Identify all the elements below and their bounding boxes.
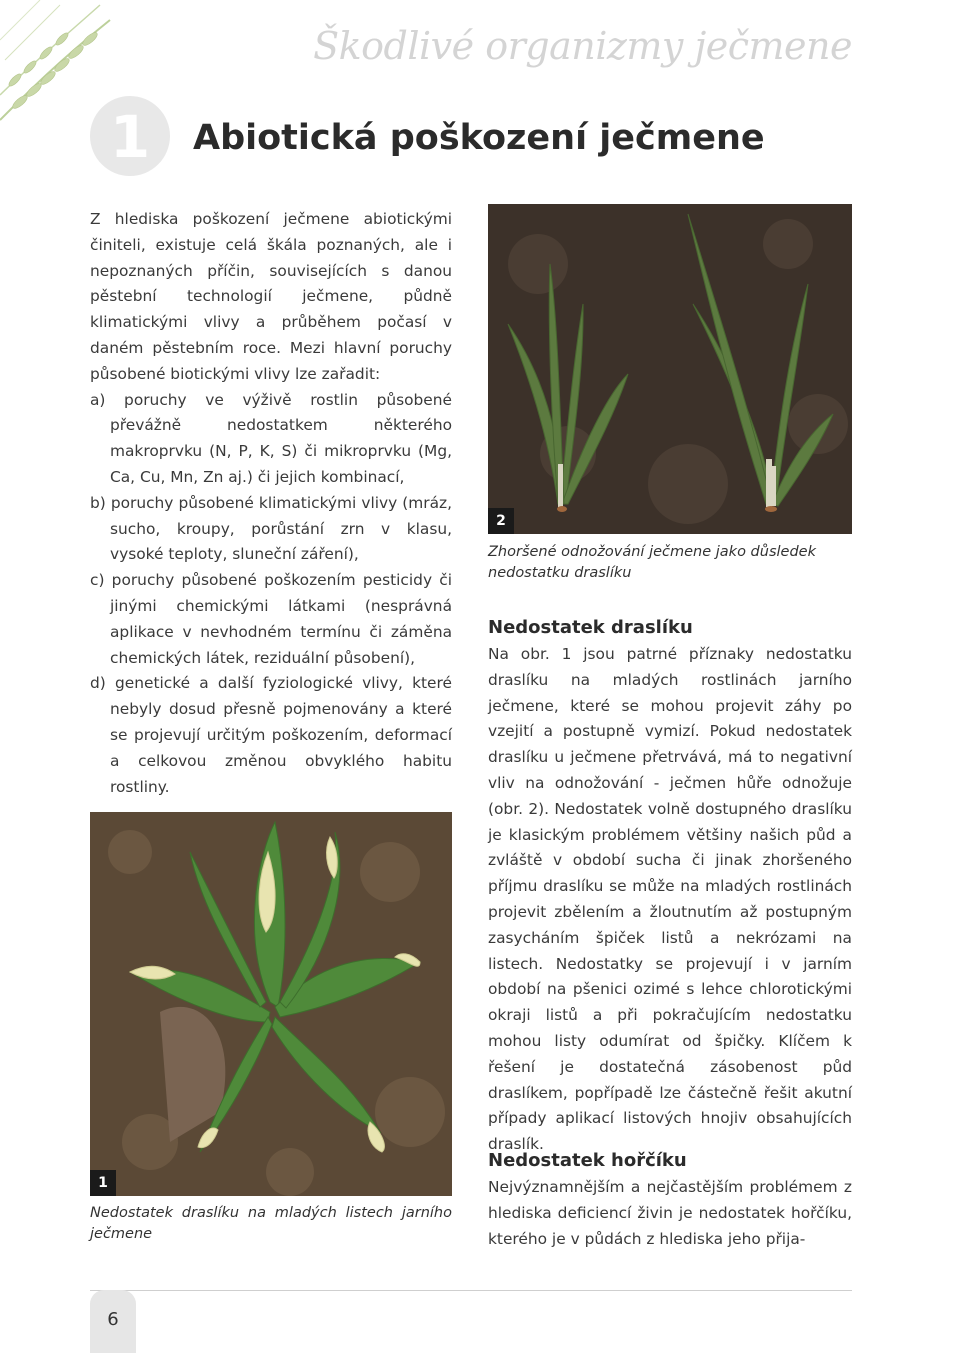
running-title: Škodlivé organizmy ječmene — [313, 24, 852, 68]
list-item: b) poruchy působené klimatickými vlivy (mráz, sucho, kroupy, porůstání zrn v klasu, vysoké teploty, sluneční záření), — [90, 493, 452, 564]
list-item: a) poruchy ve výživě rostlin působené převážně nedostatkem některého makroprvku (N, P, K, S) či mikroprvku (Mg, Ca, Cu, Mn, Zn aj.) či jejich kombinací, — [90, 390, 452, 486]
figure-1-photo — [90, 812, 452, 1196]
section-body: Na obr. 1 jsou patrné příznaky nedostatku draslíku na mladých rostlinách jarního ječmene, které se mohou projevit záhy po vzejití a postupně vymizí. Pokud nedostatek draslíku u ječmene přetrvává, má to negativní vliv na odnožování - ječmen hůře odnožuje (obr. 2). Nedostatek volně dostupného draslíku je klasickým problémem většiny našich půd a zvláště v období sucha či jinak zhoršeného příjmu draslíku se může na mladých rostlinách projevit zbělením a žloutnutím až postupným zasycháním špiček listů a nekrózami na listech. Nedostatky se projevují i v jarním období na pšenici ozimé s lehce chlorotickými okraji listů a při pokračujícím nedostatku mohou listy odumírat od špičky. Klíčem k řešení je dostatečná zásobenost půd draslíkem, popřípadě lze částečně řešit akutní případy aplikací listových hnojiv obsahujících draslík. — [488, 645, 852, 1154]
figure-1-caption: Nedostatek draslíku na mladých listech jarního ječmene — [90, 1205, 452, 1242]
figure-2-photo — [488, 204, 852, 534]
figure-2-caption: Zhoršené odnožování ječmene jako důsledek nedostatku draslíku — [488, 544, 816, 581]
page-number: 6 — [90, 1290, 136, 1353]
barley-leaves-image — [90, 812, 452, 1196]
list-item: d) genetické a další fyziologické vlivy, které nebyly dosud přesně pojmenovány a které se projevují určitým poškozením, deformací a celkovou změnou obvyklého habitu rostliny. — [90, 674, 452, 796]
left-column — [90, 207, 452, 800]
page-title: Abiotická poškození ječmene — [193, 118, 765, 158]
footer-divider — [90, 1290, 852, 1291]
section-magnesium-deficiency — [488, 1148, 852, 1252]
barley-plants-image — [488, 204, 852, 534]
list-item: c) poruchy působené poškozením pesticidy či jinými chemickými látkami (nesprávná aplikace v nevhodném termínu či záměna chemických látek, reziduální působení), — [90, 571, 452, 667]
section-heading: Nedostatek draslíku — [488, 617, 693, 638]
section-heading: Nedostatek hořčíku — [488, 1150, 687, 1171]
section-body: Nejvýznamnějším a nejčastějším problémem z hlediska deficiencí živin je nedostatek hořčíku, kterého je v půdách z hlediska jeho přija- — [488, 1178, 852, 1248]
figure-badge: 2 — [488, 508, 514, 534]
intro-paragraph: Z hlediska poškození ječmene abiotickými činiteli, existuje celá škála poznaných, ale i nepoznaných příčin, souvisejících s danou pěstební technologií ječmene, půdně klimatickými vlivy a průběhem počasí v daném pěstebním roce. Mezi hlavní poruchy působené biotickými vlivy lze zařadit: — [90, 210, 452, 383]
section-potassium-deficiency — [488, 615, 852, 1158]
chapter-number: 1 — [90, 96, 170, 176]
figure-badge: 1 — [90, 1170, 116, 1196]
